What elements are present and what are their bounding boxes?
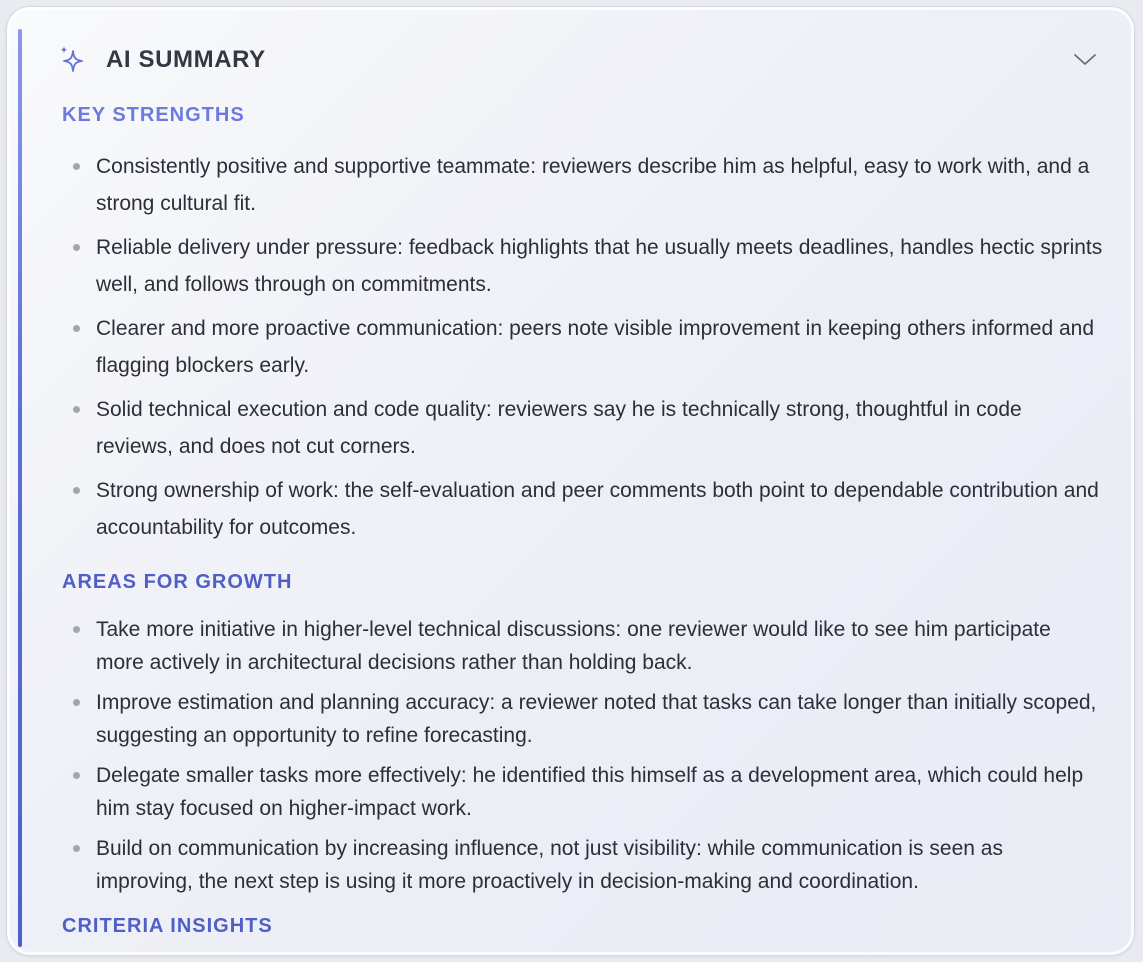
areas-for-growth-list xyxy=(71,613,1104,905)
key-strengths-heading: KEY STRENGTHS xyxy=(62,104,245,126)
list-item: Take more initiative in higher-level technical discussions: one reviewer would like to see him participate more actively in architectural decisions rather than holding back. xyxy=(71,613,1104,679)
ai-summary-card xyxy=(6,6,1135,956)
list-item: Strong ownership of work: the self-evaluation and peer comments both point to dependable contribution and accountability for outcomes. xyxy=(71,472,1104,546)
summary-header[interactable] xyxy=(59,41,1102,81)
list-item: Delegate smaller tasks more effectively: he identified this himself as a development area, which could help him stay focused on higher-impact work. xyxy=(71,759,1104,825)
criteria-insights-heading: CRITERIA INSIGHTS xyxy=(62,915,273,937)
list-item: Build on communication by increasing influence, not just visibility: while communication is seen as improving, the next step is using it more proactively in decision-making and coordination. xyxy=(71,832,1104,898)
list-item: Improve estimation and planning accuracy: a reviewer noted that tasks can take longer than initially scoped, suggesting an opportunity to refine forecasting. xyxy=(71,686,1104,752)
sparkle-icon xyxy=(59,45,85,75)
chevron-down-icon[interactable] xyxy=(1073,51,1097,67)
areas-for-growth-heading: AREAS FOR GROWTH xyxy=(62,571,293,593)
list-item: Reliable delivery under pressure: feedback highlights that he usually meets deadlines, handles hectic sprints well, and follows through on commitments. xyxy=(71,229,1104,303)
accent-bar xyxy=(18,29,22,947)
key-strengths-list xyxy=(71,148,1104,553)
summary-title: AI SUMMARY xyxy=(106,46,266,73)
list-item: Clearer and more proactive communication: peers note visible improvement in keeping others informed and flagging blockers early. xyxy=(71,310,1104,384)
list-item: Consistently positive and supportive teammate: reviewers describe him as helpful, easy to work with, and a strong cultural fit. xyxy=(71,148,1104,222)
list-item: Solid technical execution and code quality: reviewers say he is technically strong, thoughtful in code reviews, and does not cut corners. xyxy=(71,391,1104,465)
